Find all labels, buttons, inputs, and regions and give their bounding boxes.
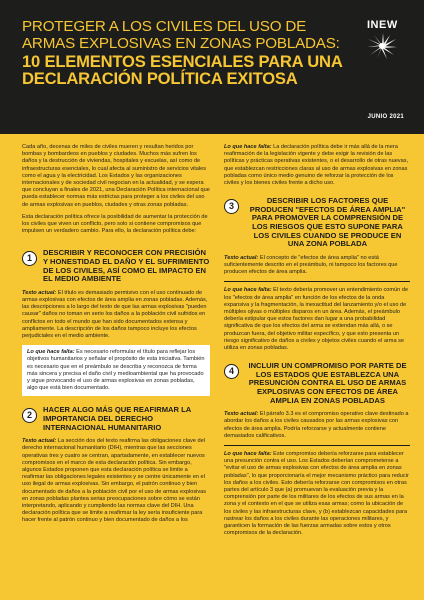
intro-paragraph-1: Cada año, decenas de miles de civiles mueren y resultan heridos por bombas y bombardeos en pueblos y ciudades. Muchos más sufren los daños y la destrucción de viviendas, hospitales y escuelas, así como de infraestructuras esenciales, lo cual afecta al suministro de servicios vitales como el agua y la electricidad. Los Estados y las organizaciones internacionales y de sociedad civil negocian en la actualidad, y se espera que concluyan a finales de 2021, una Declaración Política internacional que pueda establecer normas más estrictas para proteger a los civiles del uso de armas explosivas en pueblos, ciudades y otras zonas pobladas.	[22, 144, 210, 208]
section-3-number: 3	[224, 199, 239, 214]
section-4-divider	[224, 445, 410, 446]
title-line-1: PROTEGER A LOS CIVILES DEL USO DE ARMAS EXPLOSIVAS EN ZONAS POBLADAS:	[22, 18, 340, 52]
logo-text: INEW	[367, 19, 398, 31]
section-3-current-text: Texto actual: El concepto de "efectos de área amplia" no está suficientemente descrito en el preámbulo, ni tampoco los factores que producen efectos de área amplia.	[224, 254, 398, 276]
page-title	[22, 18, 362, 87]
section-2-current-text: Texto actual: La sección dos del texto reafirma las obligaciones clave del derecho internacional humanitario (DIH), mientras que las secciones operativas tres y cuatro se centran, apartadamente, en establecer nuevos compromisos en el marco de esta declaración política. Sin embargo, algunos Estados proponen que esta declaración política se limite a reafirmar las obligaciones legales existentes y se centre únicamente en el uso ilegal de armas explosivas. Sin embargo, el patrón continuo y bien documentado de daños a la población civil por el uso de armas explosivas en zonas pobladas plantea serias preocupaciones sobre cómo se están interpretando, aplicando y cumpliendo las normas clave del DIH. Una declaración política que se limite a reafirmar la ley sería insuficiente para hacer frente al patrón continuo y bien documentado de daños a los	[22, 438, 207, 524]
section-4-number: 4	[224, 364, 239, 379]
right-column	[224, 144, 410, 542]
publication-date: JUNIO 2021	[367, 114, 404, 120]
inew-logo	[367, 19, 398, 59]
section-1-number: 1	[22, 251, 37, 266]
section-4-heading	[224, 362, 410, 405]
burst-icon	[367, 33, 397, 59]
section-4-needed-text: Lo que hace falta: Este compromiso debería reforzarse para establecer una presunción contra el uso. Los Estados deberían comprometerse a "evitar el uso de armas explosivas con efectos de área amplia en zonas pobladas", lo que proporcionaría el mejor mecanismo práctico para reducir los daños a los civiles. Esto debería reforzarse con compromisos en otras partes del artículo 3 que (a) promuevan la evaluación previa y la comprensión por parte de los militares de los efectos de sus armas en la zona y el contexto en el que se utiliza esas armas; como la ubicación de los civiles y las infraestructuras clave, y (b) establezcan capacidades para rastrear los daños a los civiles durante las operaciones militares, y garanticen la formación de las fuerzas armadas sobre estos y otros compromisos de la declaración.	[224, 451, 409, 537]
section-1-heading	[22, 249, 210, 283]
section-2-title: HACER ALGO MÁS QUE REAFIRMAR LA IMPORTANCIA DEL DERECHO INTERNACIONAL HUMANITARIO	[43, 405, 191, 432]
section-1-title: DESCRIBIR Y RECONOCER CON PRECISIÓN Y HONESTIDAD EL DAÑO Y EL SUFRIMIENTO DE LOS CIVILES, ASÍ COMO EL IMPACTO EN EL MEDIO AMBIENTE	[43, 248, 210, 284]
title-line-2: 10 ELEMENTOS ESENCIALES PARA UNA DECLARACIÓN POLÍTICA EXITOSA	[22, 52, 342, 88]
left-column	[22, 144, 210, 530]
section-4-title: INCLUIR UN COMPROMISO POR PARTE DE LOS ESTADOS QUE ESTABLEZCA UNA PRESUNCIÓN CONTRA EL USO DE ARMAS EXPLOSIVAS CON EFECTOS DE ÁREA AMPLIA EN ZONAS POBLADAS	[248, 361, 407, 405]
section-2-number: 2	[22, 408, 37, 423]
section-3-heading	[224, 197, 410, 249]
intro-paragraph-2: Esta declaración política ofrece la posibilidad de aumentar la protección de los civiles que viven un conflicto, pero solo si contiene compromisos que impulsen un verdadero cambio. Para ello, la declaración política debe:	[22, 213, 208, 235]
section-3-divider	[224, 281, 410, 282]
section-1-current-text: Texto actual: El título es demasiado permisivo con el uso continuado de armas explosivas con efectos de área amplia en zonas pobladas. Además, las descripciones a lo largo del texto de que las armas explosivas "pueden causar" daños no toman en serio los daños a la población civil sufridos en conflictos en todo el mundo que han sido documentados extensa y ampliamente. La descripción de los daños tampoco incluye los efectos perjudiciales en el medio ambiente.	[22, 289, 208, 340]
section-2-needed-text: Lo que hace falta: La declaración política debe ir más allá de la mera reafirmación de la legislación vigente y debe exigir la revisión de las políticas y prácticas operativas existentes, o el desarrollo de otras nuevas, que establezcan restricciones claras al uso de armas explosivas en zonas pobladas como único medio genuino de reforzar la protección de los civiles y los bienes civiles frente a dicho uso.	[224, 144, 409, 187]
section-3-needed-text: Lo que hace falta: El texto debería promover un entendimiento común de los "efectos de área amplia" en función de los efectos de la onda expansiva y la fragmentación, la inexactitud del lanzamiento y/o el uso de múltiples ojivas o múltiples disparos en un área. Además, el preámbulo debería estipular que estos factores dan lugar a una probabilidad significativa de que los efectos del arma se extiendan más allá, o se produzcan fuera, del objetivo militar específico, y que esto presenta un riesgo significativo de daños a civiles y objetos civiles cuando el arma se utiliza en zonas pobladas.	[224, 287, 409, 352]
section-3-title: DESCRIBIR LOS FACTORES QUE PRODUCEN "EFECTOS DE ÁREA AMPLIA" PARA PROMOVER LA COMPRENSIÓN DE LOS RIESGOS QUE ESTO SUPONE PARA LOS CIVILES CUANDO SE PRODUCE EN UNA ZONA POBLADA	[249, 196, 406, 249]
section-2-heading	[22, 406, 210, 432]
section-1-needed-box: Lo que hace falta: Es necesario reformular el título para reflejar los objetivos humanitarios y señalar el propósito de esta iniciativa. También es necesario que en el preámbulo se describa y reconozca de forma más sincera y precisa el daño civil y medioambiental que ha provocado y sigue provocando el uso de armas explosivas en zonas pobladas, algo que está bien documentado.	[22, 345, 210, 396]
section-4-current-text: Texto actual: El párrafo 3.3 es el compromiso operativo clave destinado a abordar los daños a los civiles causados por las armas explosivas con efectos de área amplia. Podría reforzarse y actualmente contiene demasiados calificativos.	[224, 411, 409, 439]
